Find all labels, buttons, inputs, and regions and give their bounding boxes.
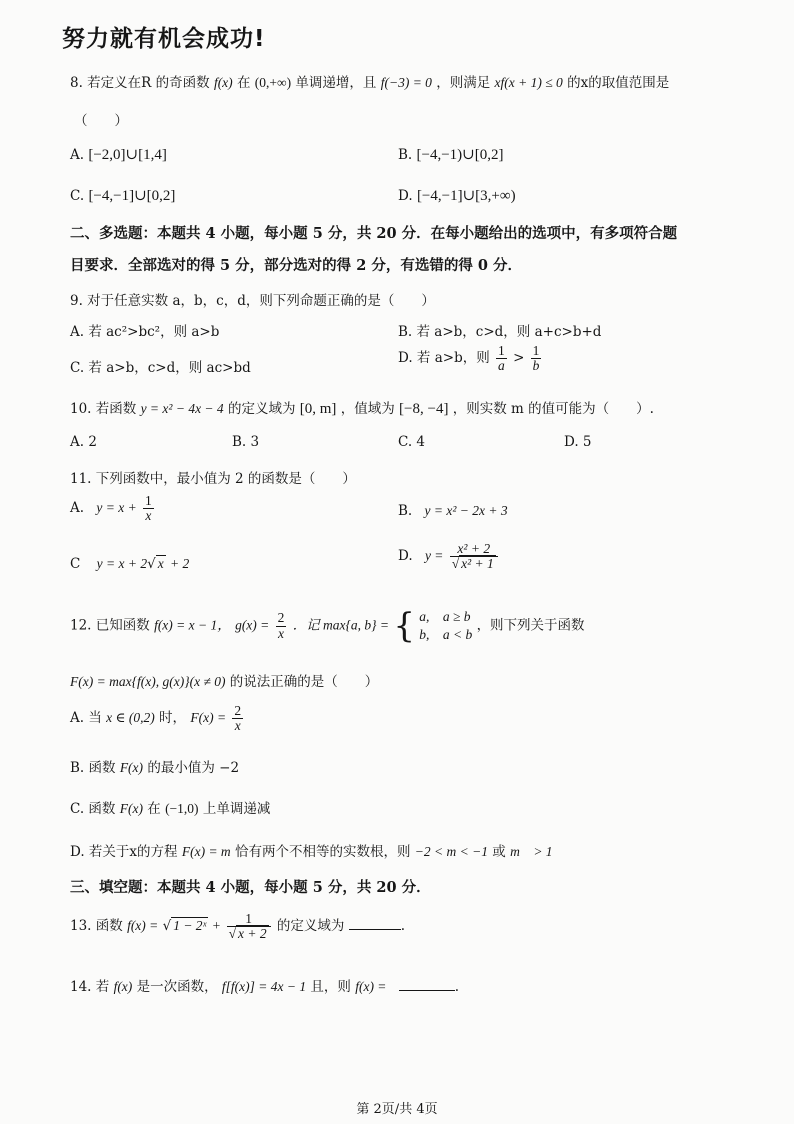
q8-stem-text: 在 bbox=[236, 75, 251, 91]
q8-option-d bbox=[398, 186, 516, 205]
q11-option-a-expr: y = x + bbox=[96, 500, 137, 516]
section-3-heading: 三、填空题：本题共 4 小题，每小题 5 分，共 20 分． bbox=[70, 879, 431, 896]
q13-stem-text: 13. 函数 bbox=[70, 918, 123, 935]
q12-g-definition: g(x) = bbox=[235, 617, 270, 633]
q10-stem-text: ，则实数 m 的值可能为（ ）. bbox=[452, 401, 654, 417]
q12-g-fraction: $\frac{2}{x}$ bbox=[277, 610, 285, 641]
q12-option-a-expr: F(x) = bbox=[190, 710, 227, 726]
q12-option-a-condition: x ∈ (0,2) bbox=[106, 710, 155, 726]
q9-option-a: A. 若 ac²>bc²，则 a>b bbox=[70, 324, 220, 340]
q14-stem-text: 是一次函数， bbox=[136, 979, 218, 995]
q11-option-b-expr: y = x² − 2x + 3 bbox=[424, 503, 508, 518]
q8-func: f(x) bbox=[213, 75, 233, 90]
q8-option-b bbox=[398, 145, 503, 164]
q10-option-c: C. 4 bbox=[398, 434, 426, 450]
q8-option-b-label: B. bbox=[398, 147, 413, 163]
q12-option-d-range: −2 < m < −1 bbox=[414, 844, 488, 859]
q12-option-b-label: B. 函数 bbox=[70, 760, 116, 776]
q8-option-b-value: [−4,−1)∪[0,2] bbox=[416, 147, 504, 163]
q14-stem-text: 且，则 bbox=[310, 979, 351, 995]
q8-option-c-label: C. bbox=[70, 188, 85, 204]
section-2-heading-line1: 二、多选题：本题共 4 小题，每小题 5 分，共 20 分．在每小题给出的选项中，有多项符合题 bbox=[70, 225, 678, 242]
q12-option-a-fraction: $\frac{2}{x}$ bbox=[234, 703, 242, 734]
q11-option-a bbox=[70, 494, 156, 523]
q11-option-c: C y = x + 2√ x + 2 bbox=[70, 556, 190, 572]
q12-option-b-func: F(x) bbox=[119, 760, 144, 775]
q11-option-c-expr: y = x + 2 bbox=[96, 556, 148, 571]
page-footer: 第 2页/共 4页 bbox=[356, 1102, 438, 1117]
q11-option-d-label: D. bbox=[398, 548, 413, 565]
q12-option-d-text: 恰有两个不相等的实数根，则 bbox=[234, 844, 411, 860]
q10-stem-text: ，值域为 bbox=[340, 401, 395, 417]
q13-stem: 13. 函数 f(x) = √ 1 − 2ˣ + $\frac{1}{√ x + 2}$ 的定义域为 . bbox=[70, 911, 405, 942]
q11-stem: 11. 下列函数中，最小值为 2 的函数是（ ） bbox=[70, 471, 356, 487]
q8-option-a-value: [−2,0]∪[1,4] bbox=[88, 147, 167, 163]
q12-option-c-func: F(x) bbox=[119, 801, 143, 816]
q11-option-d-fraction: $\frac{\text{x² + 2}}{\text{√ x² + 1}}$ bbox=[450, 542, 498, 571]
q12-option-a-label: A. 当 bbox=[70, 710, 102, 727]
q8-stem-text: 的x的取值范围是 bbox=[567, 75, 670, 91]
q12-option-d-or: 或 bbox=[492, 844, 506, 860]
q8-stem-text: 单调递增，且 bbox=[295, 75, 377, 91]
q8-option-a-label: A. bbox=[70, 147, 85, 163]
q14-equation: f[f(x)] = 4x − 1 bbox=[221, 979, 307, 994]
q12-stem-line2 bbox=[70, 670, 378, 690]
q12-option-a bbox=[70, 704, 245, 733]
q9-option-c: C. 若 a>b，c>d，则 ac>bd bbox=[70, 360, 251, 376]
q10-function: y = x² − 4x − 4 bbox=[140, 401, 224, 416]
q14-func: f(x) bbox=[113, 979, 133, 994]
q10-stem-text: 10. 若函数 bbox=[70, 401, 137, 417]
q10-domain: [0, m] bbox=[299, 401, 337, 417]
q9-option-d bbox=[398, 344, 543, 373]
q12-option-a-text: 时， bbox=[159, 710, 187, 727]
q12-option-c-text: 在 bbox=[147, 801, 161, 817]
q10-range: [−8, −4] bbox=[399, 401, 449, 417]
q12-option-d-equation: F(x) = m bbox=[181, 844, 231, 859]
section-2-heading-line2: 目要求．全部选对的得 5 分，部分选对的得 2 分，有选错的得 0 分． bbox=[70, 257, 523, 274]
q13-fraction: $\frac{1}{√ x + 2}$ bbox=[227, 912, 271, 941]
q9-option-b: B. 若 a>b，c>d，则 a+c>b+d bbox=[398, 324, 602, 340]
q12-option-d bbox=[70, 840, 553, 860]
q8-paren: （ ） bbox=[74, 113, 128, 129]
q12-F-definition: F(x) = max{f(x), g(x)}(x ≠ 0) bbox=[70, 674, 226, 689]
q12-stem-text: 的说法正确的是（ ） bbox=[229, 674, 379, 690]
q11-option-c-radicand: x bbox=[157, 556, 164, 571]
q12-case-1: a, a ≥ b bbox=[419, 609, 471, 624]
q10-option-a: A. 2 bbox=[70, 434, 97, 450]
motto-heading: 努力就有机会成功! bbox=[62, 26, 266, 52]
q8-stem-text: 8. 若定义在R 的奇函数 bbox=[70, 75, 210, 91]
q10-stem bbox=[70, 397, 654, 418]
q13-plus: + bbox=[212, 918, 221, 934]
q11-option-c-label: C bbox=[70, 556, 81, 572]
q9-frac-1-a: $\frac{1}{a}$ bbox=[498, 343, 505, 374]
q9-stem: 9. 对于任意实数 a，b，c，d，则下列命题正确的是（ ） bbox=[70, 293, 435, 309]
q13-func: f(x) = bbox=[127, 918, 159, 934]
q11-option-a-label: A. bbox=[70, 500, 85, 517]
q9-greater-sign: > bbox=[513, 350, 525, 367]
q14-period: . bbox=[454, 979, 460, 995]
q10-option-d: D. 5 bbox=[564, 434, 592, 450]
q12-option-c bbox=[70, 797, 270, 817]
q11-option-d-expr: y = bbox=[424, 548, 444, 564]
q12-cases bbox=[419, 608, 472, 644]
q12-option-b-text: 的最小值为 −2 bbox=[147, 760, 240, 776]
q8-option-d-value: [−4,−1]∪[3,+∞) bbox=[416, 188, 516, 204]
q12-stem-text: 12. 已知函数 bbox=[70, 617, 150, 634]
q8-interval: (0,+∞) bbox=[254, 75, 292, 90]
q12-stem bbox=[70, 608, 585, 644]
q8-option-d-label: D. bbox=[398, 188, 413, 204]
q12-option-c-text: 上单调递减 bbox=[202, 801, 271, 817]
q14-func-answer: f(x) = bbox=[355, 979, 387, 994]
q8-condition: f(−3) = 0 bbox=[380, 75, 432, 90]
q11-option-a-fraction: $\frac{1}{x}$ bbox=[144, 493, 152, 524]
q12-case-2: b, a < b bbox=[419, 627, 473, 642]
q14-stem-text: 14. 若 bbox=[70, 979, 110, 995]
q12-option-c-interval: (−1,0) bbox=[165, 801, 199, 816]
q8-option-c bbox=[70, 186, 175, 205]
q12-option-d-range2: m > 1 bbox=[510, 844, 553, 859]
q9-option-d-label: D. 若 a>b，则 bbox=[398, 350, 490, 367]
q13-answer-blank[interactable] bbox=[349, 929, 401, 930]
q12-option-b bbox=[70, 756, 239, 776]
q12-max-definition: ．记 max{a, b} = bbox=[292, 617, 390, 633]
q8-stem bbox=[70, 71, 669, 91]
q11-option-b bbox=[398, 503, 508, 519]
q12-option-c-label: C. 函数 bbox=[70, 801, 116, 817]
q8-option-c-value: [−4,−1]∪[0,2] bbox=[88, 188, 176, 204]
q10-stem-text: 的定义域为 bbox=[227, 401, 296, 417]
q8-option-a bbox=[70, 145, 167, 164]
q11-option-b-label: B. bbox=[398, 503, 413, 519]
q8-inequality: xf(x + 1) ≤ 0 bbox=[494, 75, 563, 90]
q13-stem-text: 的定义域为 bbox=[276, 918, 345, 935]
q11-option-d bbox=[398, 542, 500, 571]
q11-option-c-expr-end: + 2 bbox=[170, 556, 190, 571]
q13-period: . bbox=[400, 918, 405, 935]
q14-stem bbox=[70, 975, 459, 995]
q14-answer-blank[interactable] bbox=[399, 990, 455, 991]
q8-stem-text: ，则满足 bbox=[436, 75, 491, 91]
q9-frac-1-b: $\frac{1}{b}$ bbox=[532, 343, 540, 374]
q10-option-b: B. 3 bbox=[232, 434, 260, 450]
q12-stem-text: ，则下列关于函数 bbox=[476, 617, 585, 634]
q12-brace: { bbox=[393, 606, 415, 646]
q12-f-definition: f(x) = x − 1， bbox=[154, 617, 231, 633]
q13-radicand: 1 − 2ˣ bbox=[173, 918, 207, 934]
q12-option-d-label: D. 若关于x的方程 bbox=[70, 844, 178, 860]
